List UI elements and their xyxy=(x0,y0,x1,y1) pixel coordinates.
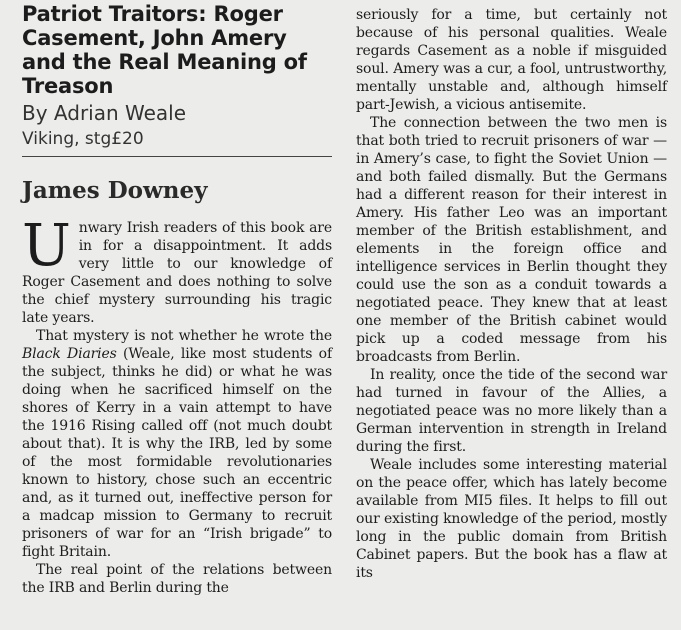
left-body xyxy=(22,211,332,597)
body-paragraph: Weale includes some interesting material on the peace offer, which has lately become available from MI5 files. It helps to fill out our existing knowledge of the period, mostly long in the public domain from British Cabinet papers. But the book has a flaw at its xyxy=(356,457,667,581)
paragraph-text: That mystery is not whether he wrote the xyxy=(36,328,332,344)
body-paragraph: The connection between the two men is that both tried to recruit prisoners of war — in Amery’s case, to fight the Soviet Union — and both failed dismally. But the Germans had a different reason for their interest in Amery. His father Leo was an important member of the British establishment, and elements in the foreign office and intelligence services in Berlin thought they could use the son as a conduit towards a negotiated peace. They knew that at least one member of the British cabinet would pick up a coded message from his broadcasts from Berlin. xyxy=(356,115,667,365)
header-rule xyxy=(22,156,332,157)
body-paragraph xyxy=(22,327,332,561)
reviewer-name: James Downey xyxy=(22,177,208,204)
lead-paragraph-text: nwary Irish readers of this book are in for a disappointment. It adds very little to our knowledge of Roger Casement and does nothing to solve the chief mystery surrounding his tragic late years. xyxy=(22,220,332,326)
lead-paragraph xyxy=(22,211,332,327)
drop-cap: U xyxy=(22,211,71,279)
right-body xyxy=(356,0,667,582)
diaries-title: Black Diaries xyxy=(22,346,117,362)
publisher-price: Viking, stg£20 xyxy=(22,129,144,149)
paragraph-text: (Weale, like most students of the subject, thinks he did) or what he was doing when he sacrificed himself on the shores of Kerry in a vain attempt to have the 1916 Rising called off (not much doubt about that). It is why the IRB, led by some of the most formidable revolutionaries known to history, chose such an eccentric and, as it turned out, ineffective person for a madcap mission to Germany to recruit prisoners of war for an “Irish brigade” to fight Britain. xyxy=(22,346,332,560)
left-column xyxy=(22,0,332,597)
author-byline: By Adrian Weale xyxy=(22,101,187,125)
body-paragraph: seriously for a time, but certainly not because of his personal qualities. Weale regards Casement as a noble if misguided soul. Amery was a cur, a fool, untrustworthy, mentally unstable and, although himself part-Jewish, a vicious antisemite. xyxy=(356,7,667,113)
body-paragraph: The real point of the relations between the IRB and Berlin during the xyxy=(22,562,332,596)
body-paragraph: In reality, once the tide of the second war had turned in favour of the Allies, a negotiated peace was no more likely than a German intervention in strength in Ireland during the first. xyxy=(356,367,667,455)
book-title: Patriot Traitors: Roger Casement, John Amery and the Real Meaning of Treason xyxy=(22,2,307,98)
right-column xyxy=(356,0,667,582)
